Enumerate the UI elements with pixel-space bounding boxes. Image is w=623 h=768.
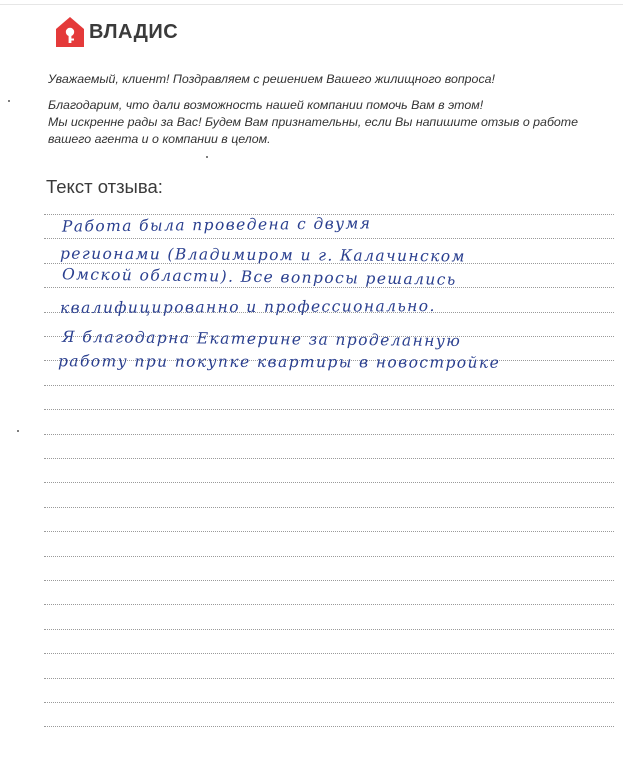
ruled-line [44, 702, 614, 703]
handwritten-line: Омской области). Все вопросы решались [61, 265, 457, 289]
ruled-line [44, 482, 614, 483]
ruled-line [44, 531, 614, 532]
ruled-lines [44, 0, 614, 768]
ruled-line [44, 458, 614, 459]
handwritten-line: работу при покупке квартиры в новостройке [57, 352, 501, 372]
ruled-line [44, 726, 614, 727]
ruled-line [44, 629, 614, 630]
ruled-line [44, 678, 614, 679]
ruled-line [44, 287, 614, 288]
ruled-line [44, 604, 614, 605]
scan-speck [17, 430, 19, 432]
ruled-line [44, 580, 614, 581]
ruled-line [44, 434, 614, 435]
ruled-line [44, 409, 614, 410]
handwritten-line: квалифицированно и профессионально. [59, 297, 436, 317]
handwritten-line: Работа была проведена с двумя [61, 214, 372, 236]
ruled-line [44, 556, 614, 557]
thanks-line-2: Мы искренне рады за Вас! Будем Вам признательны, если Вы напишите отзыв о работе [48, 115, 579, 129]
ruled-line [44, 507, 614, 508]
handwritten-line: Я благодарна Екатерине за проделанную [61, 327, 462, 351]
ruled-line [44, 653, 614, 654]
scan-speck [8, 100, 10, 102]
review-heading: Текст отзыва: [46, 176, 163, 197]
handwritten-line: регионами (Владимиром и г. Калачинском [59, 244, 466, 266]
greeting-text: Уважаемый, клиент! Поздравляем с решением Вашего жилищного вопроса! [48, 72, 495, 86]
ruled-line [44, 385, 614, 386]
thanks-line-1: Благодарим, что дали возможность нашей компании помочь Вам в этом! [48, 98, 484, 112]
scan-speck [206, 156, 208, 158]
brand-name: ВЛАДИС [89, 20, 179, 43]
ruled-line [44, 238, 614, 239]
thanks-line-3: вашего агента и о компании в целом. [48, 132, 271, 146]
